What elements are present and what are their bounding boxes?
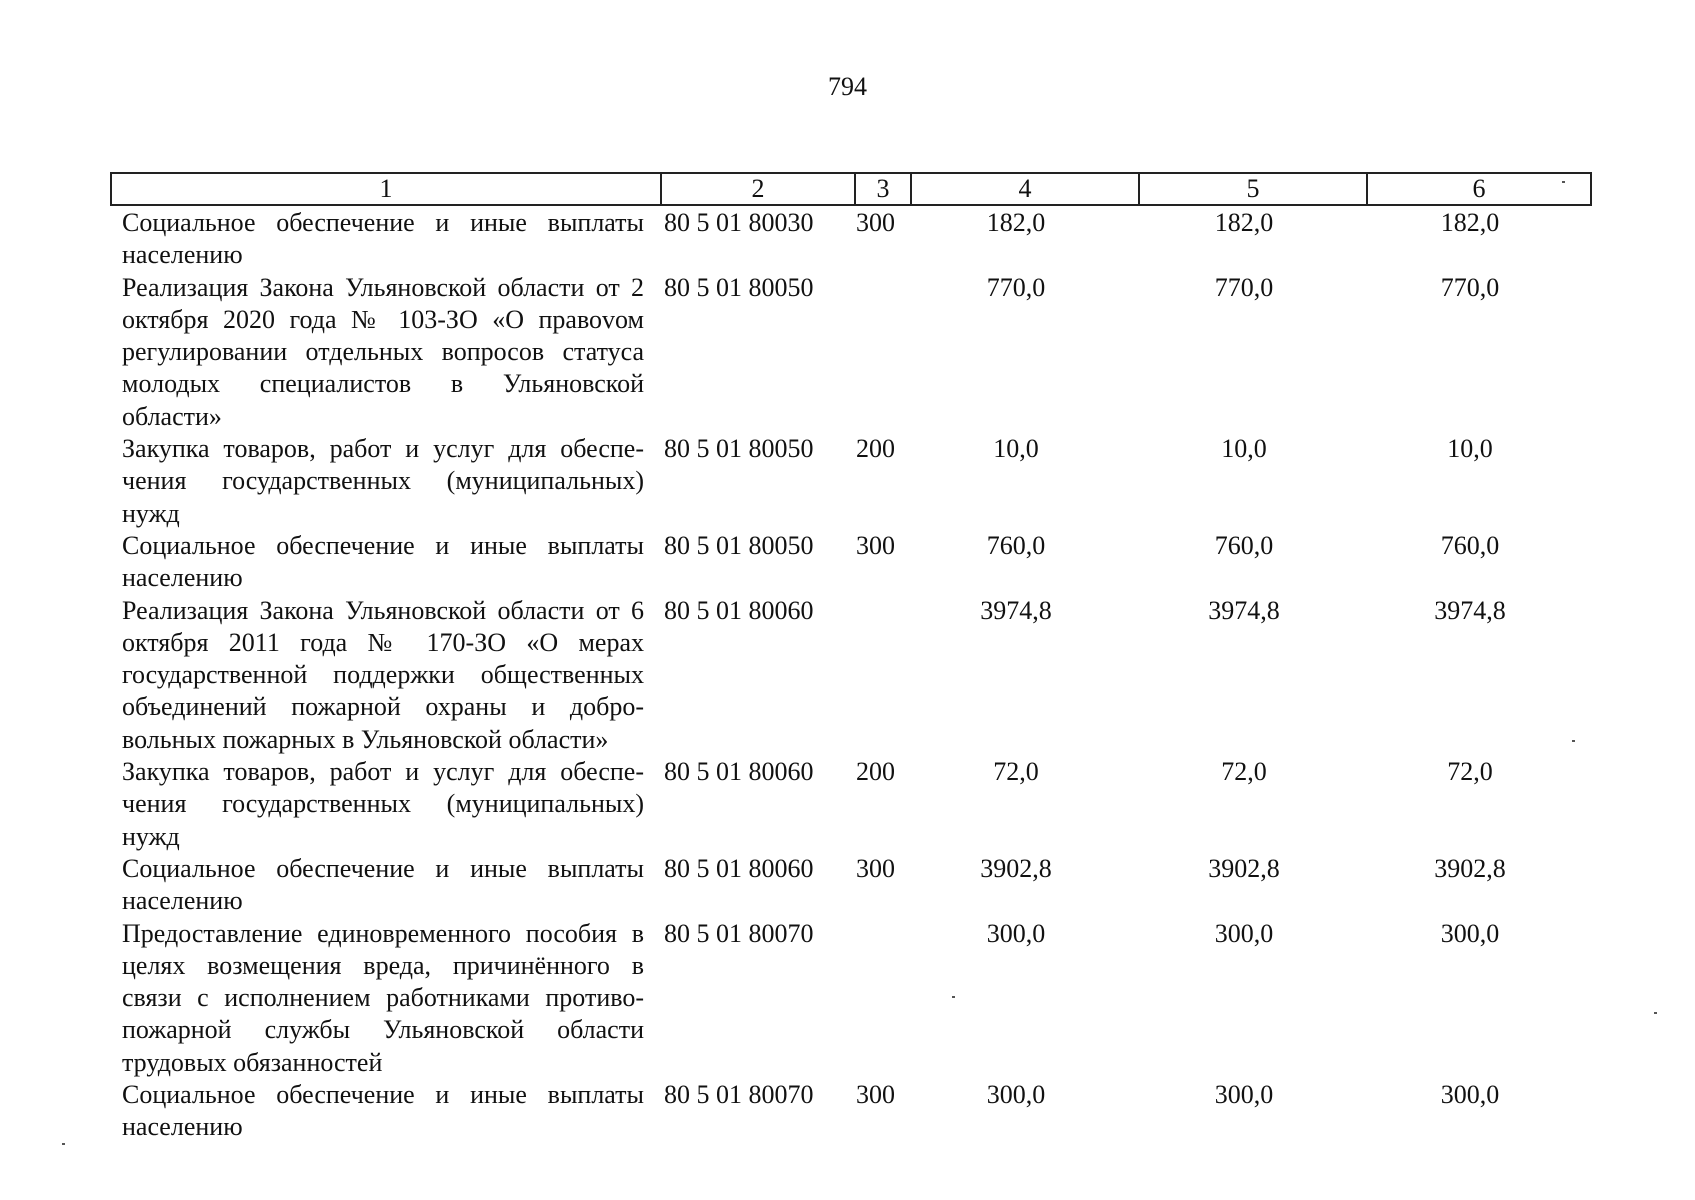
column-header-row <box>111 173 1591 205</box>
row-description: Закупка товаров, работ и услуг для обеспечения государственных (муниципальных) нужд <box>122 757 644 851</box>
table-row <box>110 595 1590 756</box>
row-value-col5: 300,0 <box>1214 918 1274 948</box>
row-code: 80 5 01 80070 <box>664 1080 814 1110</box>
row-code: 80 5 01 80060 <box>664 853 814 883</box>
row-value-col5: 770,0 <box>1214 272 1274 302</box>
row-value-col4: 72,0 <box>993 757 1039 787</box>
row-value-col4: 3974,8 <box>980 595 1052 625</box>
row-value-col5: 760,0 <box>1214 530 1274 560</box>
scan-speck <box>952 996 955 998</box>
row-description: Закупка товаров, работ и услуг для обеспечения государственных (муниципальных) нужд <box>122 434 644 528</box>
row-value-col6: 182,0 <box>1440 208 1500 237</box>
row-description: Реализация Закона Ульяновской области от 6 октября 2011 года № 170-ЗО «О мерах государственной поддержки общественных объединений пожарной охраны и добровольных пожарных в Ульяновской области» <box>122 595 644 754</box>
row-expense-type: 300 <box>856 530 895 560</box>
row-value-col4: 300,0 <box>986 1080 1046 1110</box>
table-row <box>110 1079 1590 1144</box>
scan-speck <box>62 1143 65 1145</box>
row-description: Предоставление единовременного пособия в целях возмещения вреда, причинённого в связи с исполнением работниками противопожарной службы Ульяновской области трудовых обязанностей <box>122 918 644 1077</box>
column-header-6: 6 <box>1367 173 1591 205</box>
row-value-col4: 760,0 <box>986 530 1046 560</box>
row-value-col6: 300,0 <box>1440 1080 1500 1110</box>
row-value-col4: 182,0 <box>986 208 1046 237</box>
row-value-col4: 300,0 <box>986 918 1046 948</box>
row-value-col5: 10,0 <box>1221 434 1267 464</box>
row-value-col6: 3902,8 <box>1434 853 1506 883</box>
row-value-col6: 3974,8 <box>1434 595 1506 625</box>
table-row <box>110 272 1590 433</box>
column-header-1: 1 <box>111 173 661 205</box>
row-code: 80 5 01 80070 <box>664 918 814 948</box>
row-value-col6: 10,0 <box>1447 434 1493 464</box>
row-expense-type: 300 <box>856 853 895 883</box>
row-code: 80 5 01 80030 <box>664 208 814 237</box>
row-value-col5: 300,0 <box>1214 1080 1274 1110</box>
column-header-4: 4 <box>911 173 1139 205</box>
column-header-3: 3 <box>855 173 911 205</box>
scan-speck <box>1654 1012 1657 1014</box>
table-row <box>110 433 1590 530</box>
row-value-col6: 300,0 <box>1440 918 1500 948</box>
row-description: Социальное обеспечение и иные выплаты населению <box>122 853 644 916</box>
table-row <box>110 918 1590 1079</box>
row-description: Социальное обеспечение и иные выплаты населению <box>122 208 644 270</box>
row-value-col4: 3902,8 <box>980 853 1052 883</box>
row-code: 80 5 01 80060 <box>664 757 814 787</box>
row-value-col5: 3902,8 <box>1208 853 1280 883</box>
table-row <box>110 756 1590 853</box>
column-header-table <box>110 172 1592 206</box>
table-row <box>110 853 1590 918</box>
row-code: 80 5 01 80050 <box>664 530 814 560</box>
row-expense-type: 200 <box>856 434 895 464</box>
row-value-col5: 72,0 <box>1221 757 1267 787</box>
row-value-col5: 3974,8 <box>1208 595 1280 625</box>
row-code: 80 5 01 80050 <box>664 272 814 302</box>
table-row <box>110 530 1590 595</box>
row-value-col4: 10,0 <box>993 434 1039 464</box>
row-expense-type: 300 <box>856 208 895 237</box>
row-value-col4: 770,0 <box>986 272 1046 302</box>
row-expense-type: 200 <box>856 757 895 787</box>
row-value-col6: 72,0 <box>1447 757 1493 787</box>
row-value-col5: 182,0 <box>1214 208 1274 237</box>
scan-speck <box>1562 181 1565 183</box>
row-value-col6: 770,0 <box>1440 272 1500 302</box>
scan-speck <box>1572 740 1575 742</box>
row-value-col6: 760,0 <box>1440 530 1500 560</box>
page-number: 794 <box>828 72 867 101</box>
row-description: Реализация Закона Ульяновской области от 2 октября 2020 года № 103-ЗО «О правоvом регулировании отдельных вопросов статуса молодых специалистов в Ульяновской области» <box>122 272 644 431</box>
row-description: Социальное обеспечение и иные выплаты населению <box>122 530 644 593</box>
row-description: Социальное обеспечение и иные выплаты населению <box>122 1080 644 1142</box>
column-header-2: 2 <box>661 173 855 205</box>
row-code: 80 5 01 80060 <box>664 595 814 625</box>
row-expense-type: 300 <box>856 1080 895 1110</box>
budget-rows <box>110 207 1590 1144</box>
row-code: 80 5 01 80050 <box>664 434 814 464</box>
table-row <box>110 207 1590 272</box>
column-header-5: 5 <box>1139 173 1367 205</box>
